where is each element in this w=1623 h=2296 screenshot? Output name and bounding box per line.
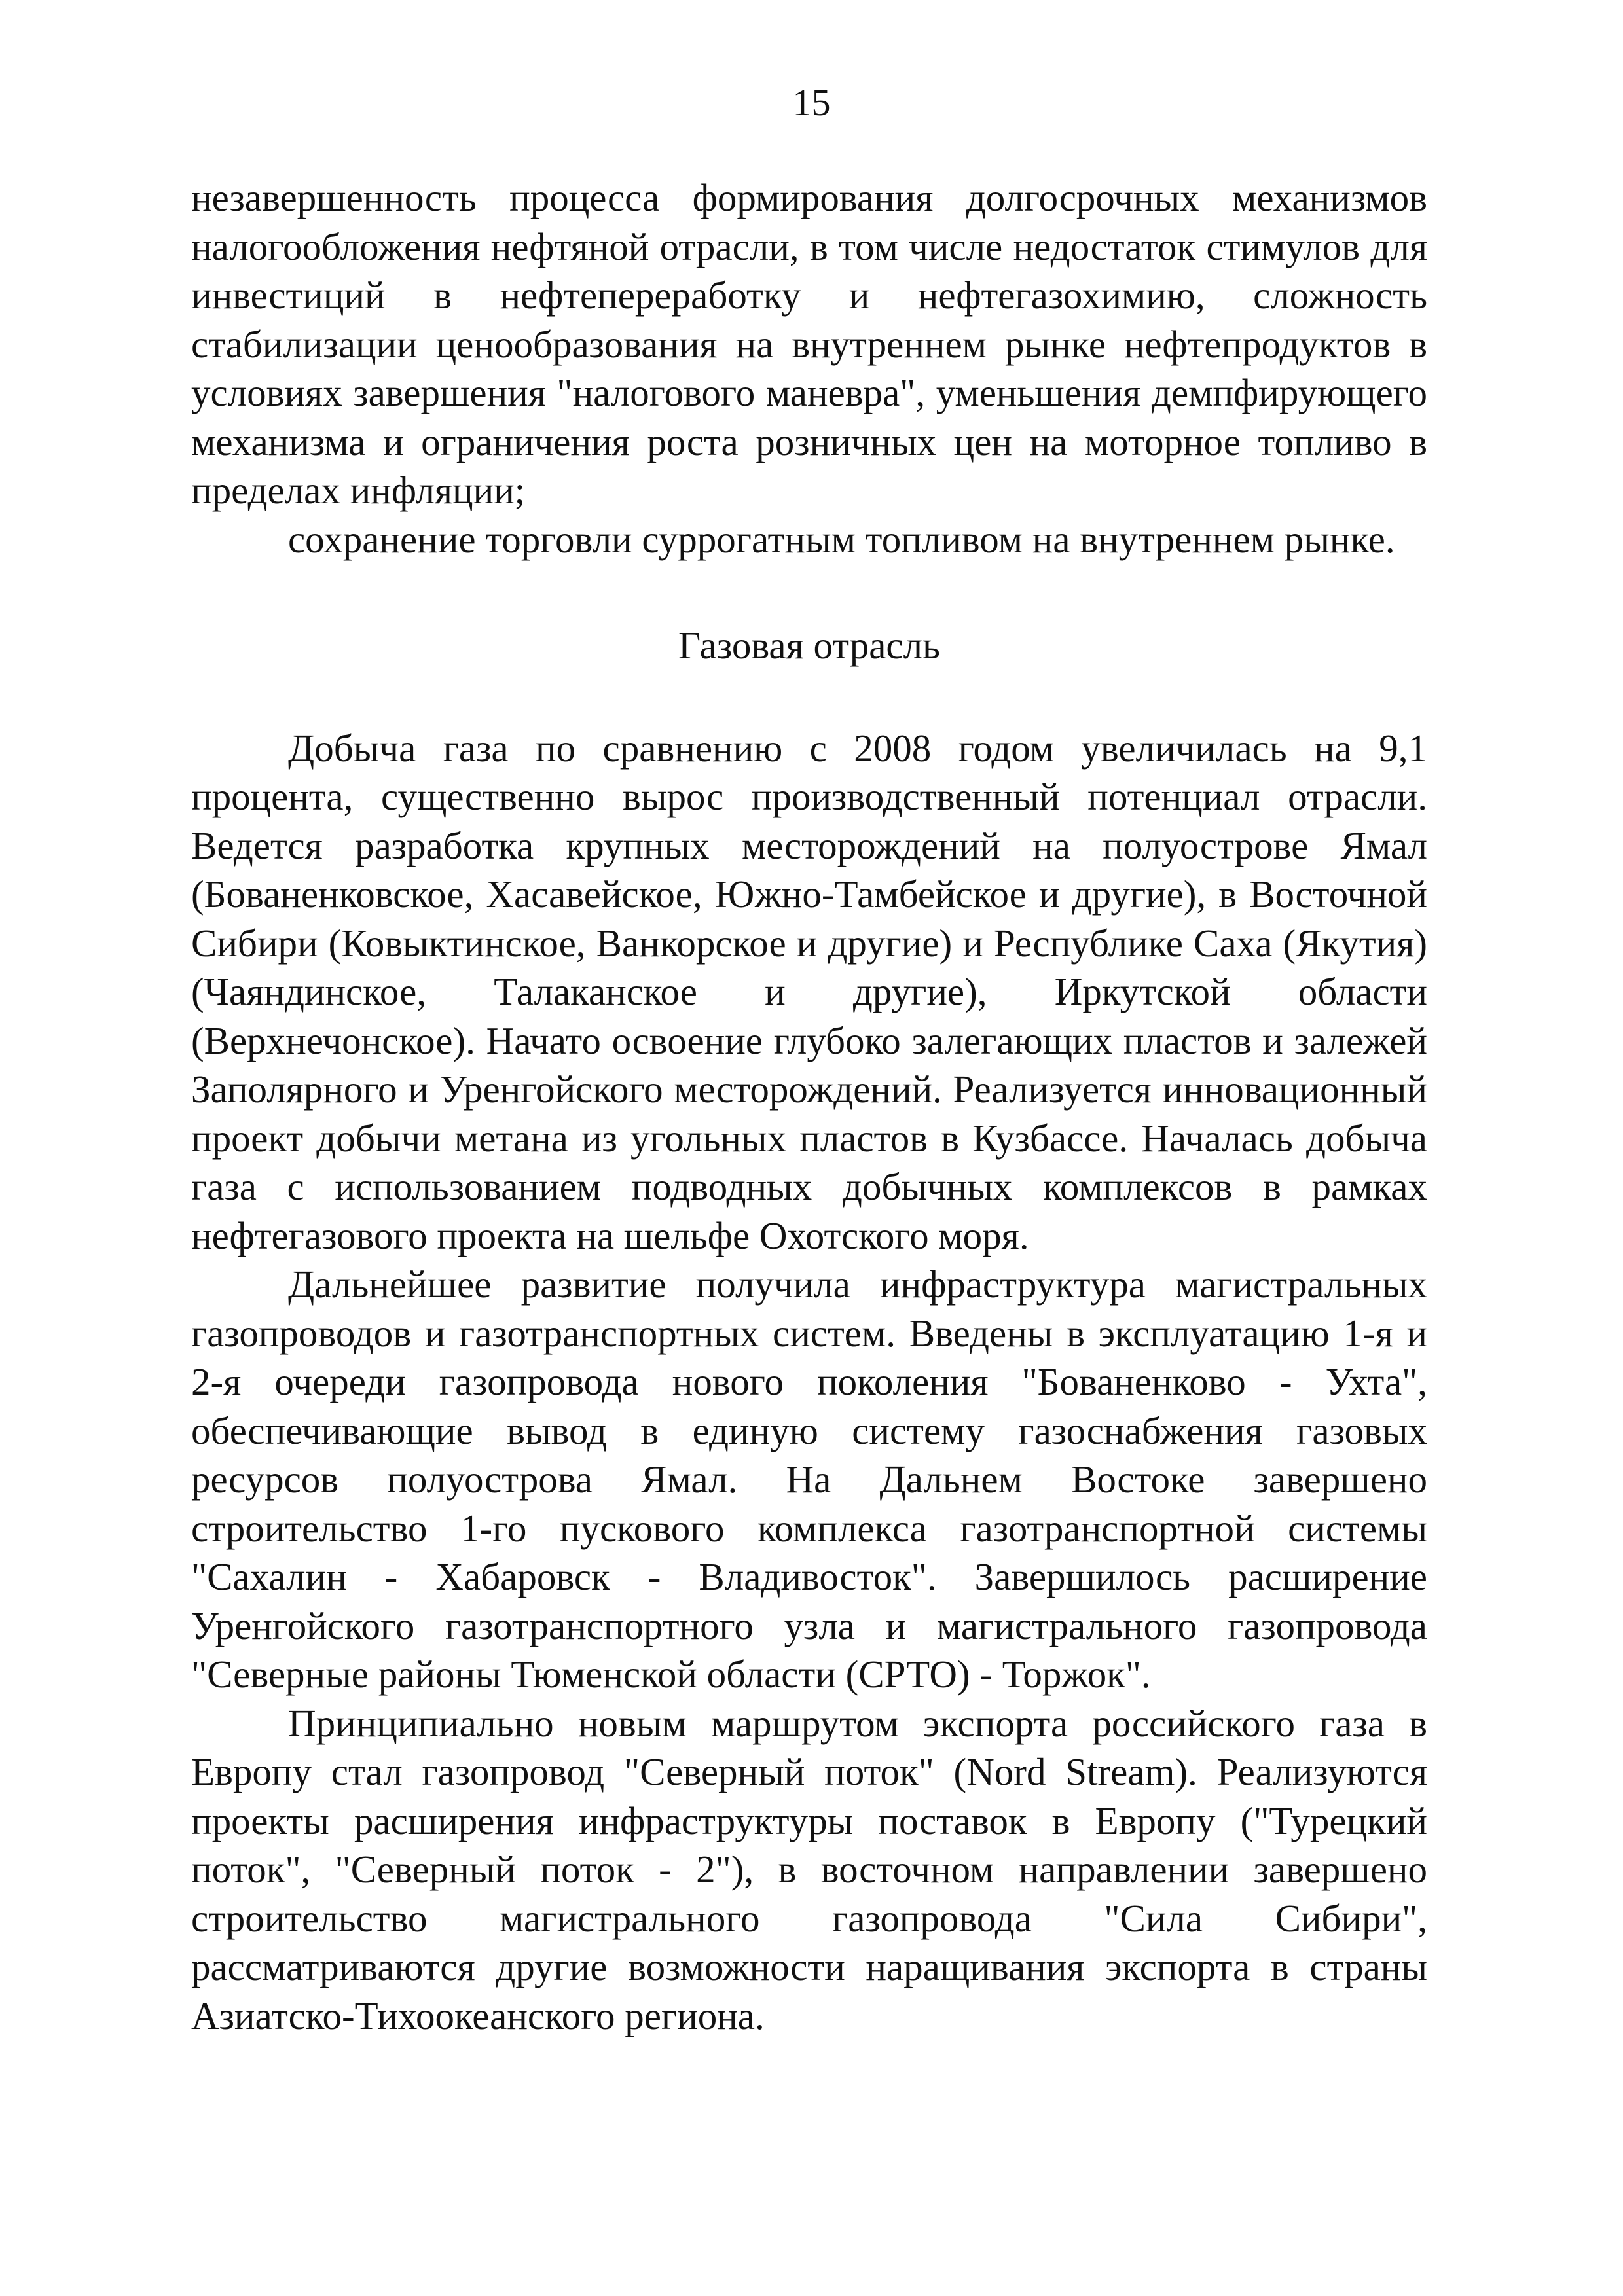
- paragraph-gas-production: Добыча газа по сравнению с 2008 годом увеличилась на 9,1 процента, существенно вырос производственный потенциал отрасли. Ведется разработка крупных месторождений на полуострове Ямал (Бованенковское, Хасавейское, Южно-Тамбейское и другие), в Восточной Сибири (Ковыктинское, Ванкорское и другие) и Республике Саха (Якутия) (Чаяндинское, Талаканское и другие), Иркутской области (Верхнечонское). Начато освоение глубоко залегающих пластов и залежей Заполярного и Уренгойского месторождений. Реализуется инновационный проект добычи метана из угольных пластов в Кузбассе. Началась добыча газа с использованием подводных добычных комплексов в рамках нефтегазового проекта на шельфе Охотского моря.: [191, 726, 1427, 1257]
- document-body: [191, 173, 1427, 2040]
- paragraph-gas-export: Принципиально новым маршрутом экспорта российского газа в Европу стал газопровод "Северный поток" (Nord Stream). Реализуются проекты расширения инфраструктуры поставок в Европу ("Турецкий поток", "Северный поток - 2"), в восточном направлении завершено строительство магистрального газопровода "Сила Сибири", рассматриваются другие возможности наращивания экспорта в страны Азиатско-Тихоокеанского региона.: [191, 1701, 1427, 2037]
- paragraph-gas-infrastructure: Дальнейшее развитие получила инфраструктура магистральных газопроводов и газотранспортных систем. Введены в эксплуатацию 1-я и 2-я очереди газопровода нового поколения "Бованенково - Ухта", обеспечивающие вывод в единую систему газоснабжения газовых ресурсов полуострова Ямал. На Дальнем Востоке завершено строительство 1-го пускового комплекса газотранспортной системы "Сахалин - Хабаровск - Владивосток". Завершилось расширение Уренгойского газотранспортного узла и магистрального газопровода "Северные районы Тюменской области (СРТО) - Торжок".: [191, 1263, 1427, 1696]
- paragraph-surrogate-fuel: сохранение торговли суррогатным топливом на внутреннем рынке.: [288, 517, 1395, 561]
- page-number: 15: [792, 81, 831, 124]
- paragraph-oil-issues: незавершенность процесса формирования долгосрочных механизмов налогообложения нефтяной отрасли, в том числе недостаток стимулов для инвестиций в нефтепереработку и нефтегазохимию, сложность стабилизации ценообразования на внутреннем рынке нефтепродуктов в условиях завершения "налогового маневра", уменьшения демпфирующего механизма и ограничения роста розничных цен на моторное топливо в пределах инфляции;: [191, 176, 1427, 512]
- section-heading-gas-industry: Газовая отрасль: [678, 624, 940, 667]
